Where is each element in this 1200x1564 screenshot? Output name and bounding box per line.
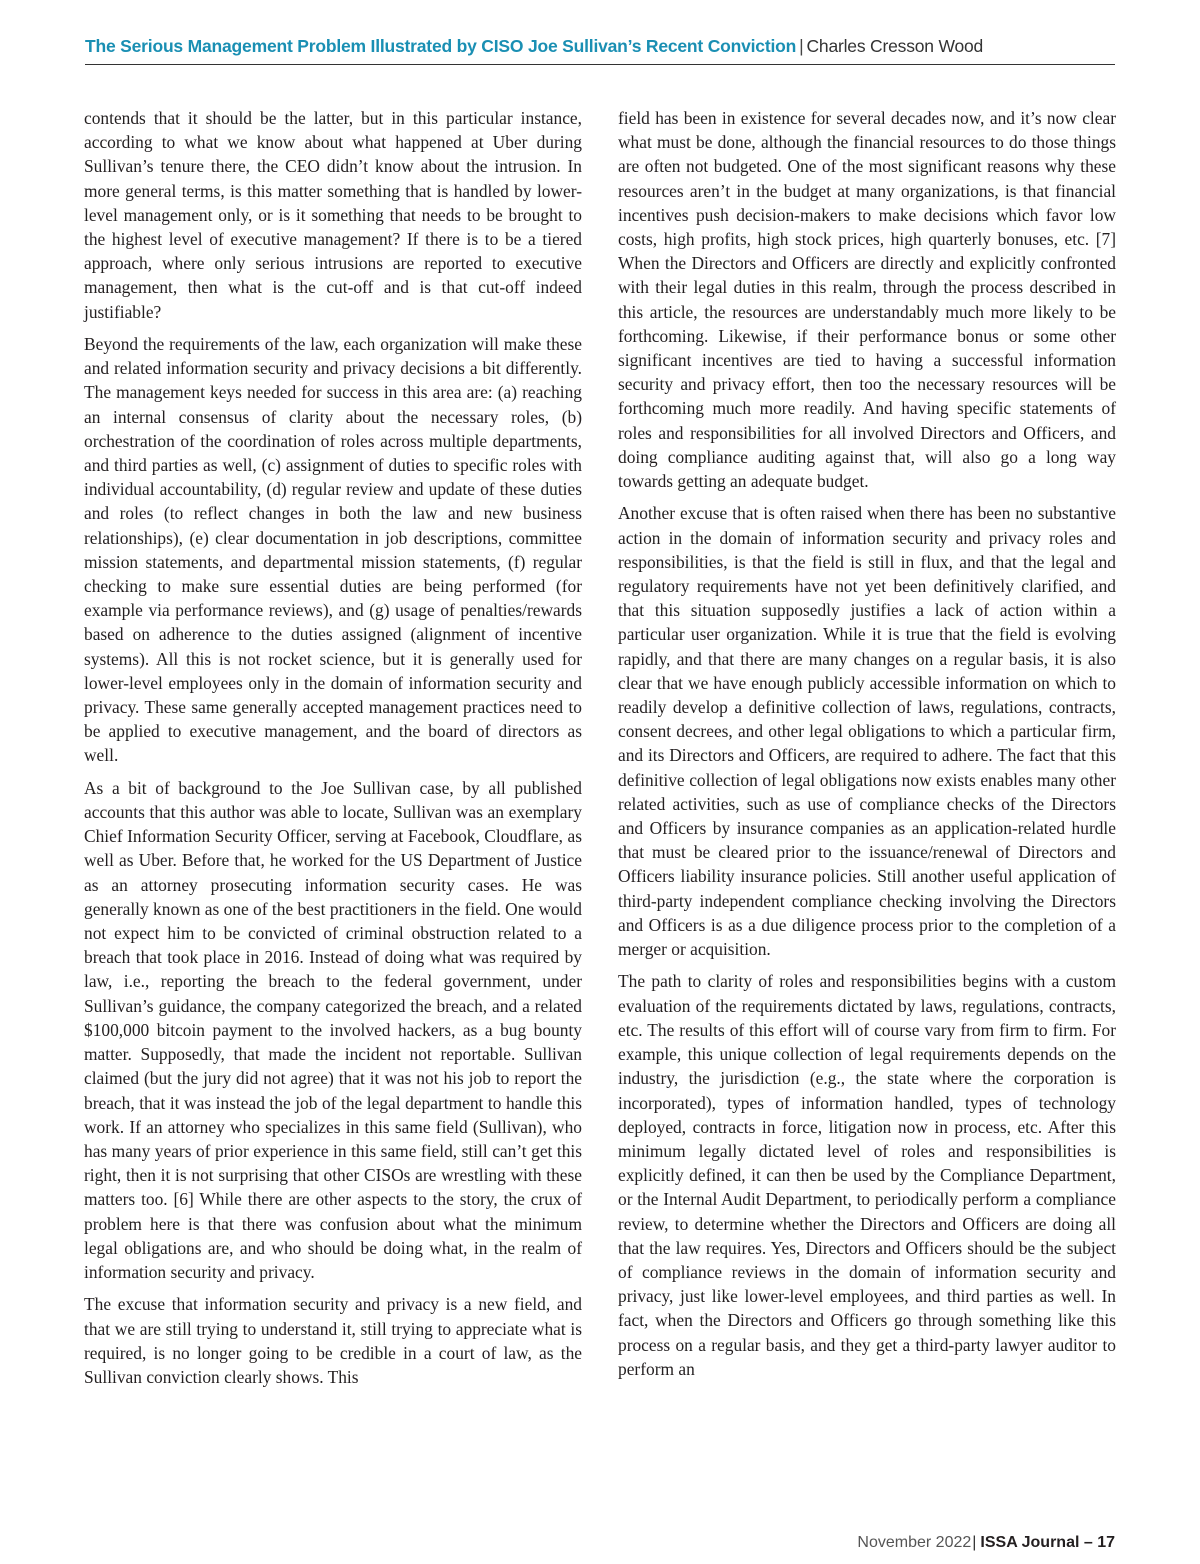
author-name: Charles Cresson Wood bbox=[806, 36, 984, 56]
header-rule bbox=[85, 64, 1115, 65]
footer-separator: | bbox=[972, 1534, 977, 1551]
paragraph: field has been in existence for several decades now, and it’s now clear what must be done, although the financial resources to do those things are often not budgeted. One of the most significant reasons why these resources aren’t in the budget at many organizations, is that financial incentives push decision-makers to make decisions which favor low costs, high profits, high stock prices, high quarterly bonuses, etc. [7] When the Directors and Officers are directly and explicitly confronted with their legal duties in this realm, through the process described in this article, the resources are understandably much more likely to be forthcoming. Likewise, if their performance bonus or some other significant incentives are tied to having a successful information security and privacy effort, then too the necessary resources will be forthcoming much more readily. And having specific statements of roles and responsibilities for all involved Directors and Officers, and doing compliance auditing against that, will also go a long way towards getting an adequate budget. bbox=[618, 108, 1116, 492]
paragraph: The excuse that information security and privacy is a new field, and that we are still trying to understand it, still trying to appreciate what is required, is no longer going to be credible in a court of law, as the Sullivan conviction clearly shows. This bbox=[84, 1294, 582, 1387]
paragraph: Beyond the requirements of the law, each organization will make these and related information security and privacy decisions a bit differently. The management keys needed for success in this area are: (a) reaching an internal consensus of clarity about the necessary roles, (b) orchestration of the coordination of roles across multiple departments, and third parties as well, (c) assignment of duties to specific roles with individual accountability, (d) regular review and update of these duties and roles (to reflect changes in both the law and new business relationships), (e) clear documentation in job descriptions, committee mission statements, and departmental mission statements, (f) regular checking to make sure essential duties are being performed (for example via performance reviews), and (g) usage of penalties/rewards based on adherence to the duties assigned (alignment of incentive systems). All this is not rocket science, but it is generally used for lower-level employees only in the domain of information security and privacy. These same generally accepted management practices need to be applied to executive management, and the board of directors as well. bbox=[84, 334, 582, 766]
issue-date: November 2022 bbox=[857, 1534, 972, 1551]
running-header bbox=[85, 36, 1115, 57]
journal-page-number: ISSA Journal – 17 bbox=[980, 1534, 1115, 1551]
header-separator: | bbox=[799, 36, 804, 56]
paragraph: As a bit of background to the Joe Sullivan case, by all published accounts that this author was able to locate, Sullivan was an exemplary Chief Information Security Officer, serving at Facebook, Cloudflare, as well as Uber. Before that, he worked for the US Department of Justice as an attorney prosecuting information security cases. He was generally known as one of the best practitioners in the field. One would not expect him to be convicted of criminal obstruction related to a breach that took place in 2016. Instead of doing what was required by law, i.e., reporting the breach to the federal government, under Sullivan’s guidance, the company categorized the breach, and a related $100,000 bitcoin payment to the involved hackers, as a bug bounty matter. Supposedly, that made the incident not reportable. Sullivan claimed (but the jury did not agree) that it was not his job to report the breach, that it was instead the job of the legal department to handle this work. If an attorney who specializes in this same field (Sullivan), who has many years of prior experience in this same field, still can’t get this right, then it is not surprising that other CISOs are wrestling with these matters too. [6] While there are other aspects to the story, the crux of problem here is that there was confusion about what the minimum legal obligations are, and who should be doing what, in the realm of information security and privacy. bbox=[84, 777, 582, 1282]
right-column bbox=[618, 106, 1116, 1389]
paragraph: Another excuse that is often raised when there has been no substantive action in the domain of information security and privacy roles and responsibilities, is that the field is still in flux, and that the legal and regulatory requirements have not yet been definitively clarified, and that this situation supposedly justifies a lack of action within a particular user organization. While it is true that the field is evolving rapidly, and that there are many changes on a regular basis, it is also clear that we have enough publicly accessible information on which to readily develop a definitive collection of laws, regulations, contracts, consent decrees, and other legal obligations to which a particular firm, and its Directors and Officers, are required to adhere. The fact that this definitive collection of legal obligations now exists enables many other related activities, such as use of compliance checks of the Directors and Officers by insurance companies as an application-related hurdle that must be cleared prior to the issuance/renewal of Directors and Officers liability insurance policies. Still another useful application of third-party independent compliance checking involving the Directors and Officers is as a due diligence process prior to the completion of a merger or acquisition. bbox=[618, 503, 1116, 960]
left-column bbox=[84, 106, 582, 1397]
paragraph: The path to clarity of roles and responsibilities begins with a custom evaluation of the requirements dictated by laws, regulations, contracts, etc. The results of this effort will of course vary from firm to firm. For example, this unique collection of legal requirements depends on the industry, the jurisdiction (e.g., the state where the corporation is incorporated), types of information handled, types of technology deployed, contracts in force, litigation now in process, etc. After this minimum legally dictated level of roles and responsibilities is explicitly defined, it can then be used by the Compliance Department, or the Internal Audit Department, to periodically perform a compliance review, to determine whether the Directors and Officers are doing all that the law requires. Yes, Directors and Officers should be the subject of compliance reviews in the domain of information security and privacy, just like lower-level employees, and third parties as well. In fact, when the Directors and Officers go through something like this process on a regular basis, and they get a third-party lawyer auditor to perform an bbox=[618, 971, 1116, 1379]
page-footer bbox=[857, 1534, 1115, 1552]
paragraph: contends that it should be the latter, but in this particular instance, according to what we know about what happened at Uber during Sullivan’s tenure there, the CEO didn’t know about the intrusion. In more general terms, is this matter something that is handled by lower-level management only, or is it something that needs to be brought to the highest level of executive management? If there is to be a tiered approach, where only serious intrusions are reported to executive management, then what is the cut-off and is that cut-off indeed justifiable? bbox=[84, 108, 582, 322]
article-title: The Serious Management Problem Illustrated by CISO Joe Sullivan’s Recent Conviction bbox=[85, 36, 797, 56]
